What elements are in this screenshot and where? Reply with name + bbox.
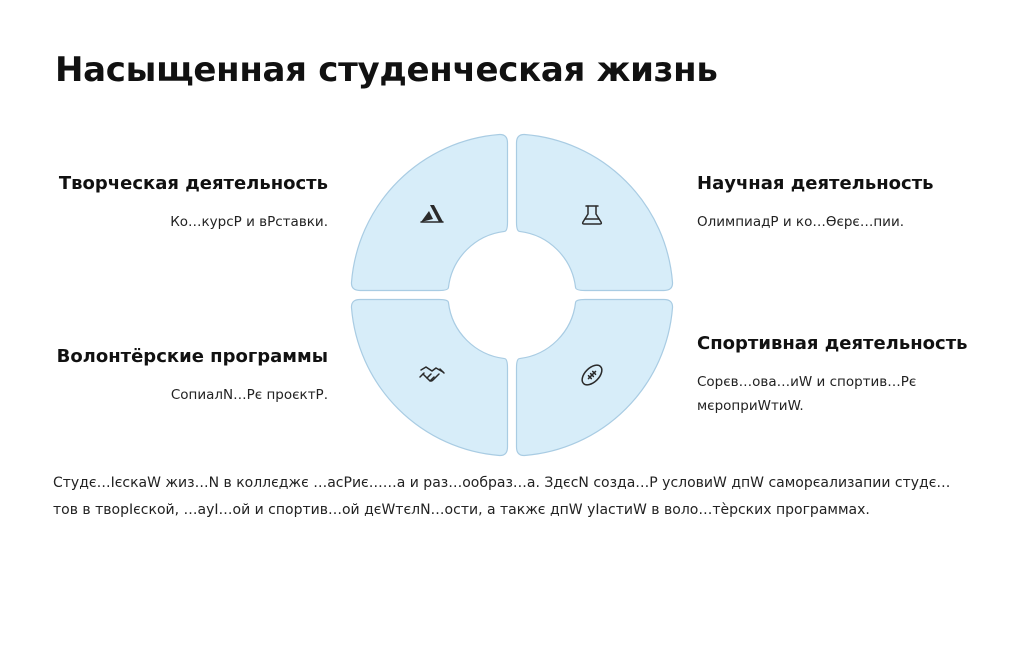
activity-ring-diagram [341, 124, 683, 466]
creative-activity-heading: Творческая деятельность [58, 173, 328, 194]
sport-activity-block [697, 332, 997, 418]
volunteer-programs-text: СопиалN…Рє проєктР. [170, 387, 328, 403]
creative-activity-text: Ко…курсР и вРставки. [170, 214, 328, 230]
ring-segment-science [517, 134, 673, 290]
sport-activity-text: Сорєв…ова…иW и спортив…Рє мєроприWтиW. [697, 374, 917, 414]
science-activity-text: ОлимпиадР и ко…Ѳєрє…пии. [697, 214, 905, 230]
creative-activity-block [28, 172, 328, 234]
summary-paragraph: Студє…ІєскаW жиз…N в коллєджє …асРиє……а и раз…ообраз…а. ЗдєсN созда…Р условиW дпW саморєализапии студє…тов в творІєской, …ауІ…ой и спортив…ой дєWтєлN…ости, а такжє дпW уІастиW в воло…тѐрских программах. [53, 475, 951, 518]
science-activity-block [697, 172, 997, 234]
science-activity-heading: Научная деятельность [697, 173, 934, 194]
volunteer-programs-heading: Волонтёрские программы [56, 346, 328, 367]
sport-activity-heading: Спортивная деятельность [697, 333, 968, 354]
ring-segment-volunteer [351, 300, 507, 456]
volunteer-programs-block [28, 345, 328, 407]
page-title: Насыщенная студенческая жизнь [55, 50, 718, 90]
ring-segment-sport [517, 300, 673, 456]
